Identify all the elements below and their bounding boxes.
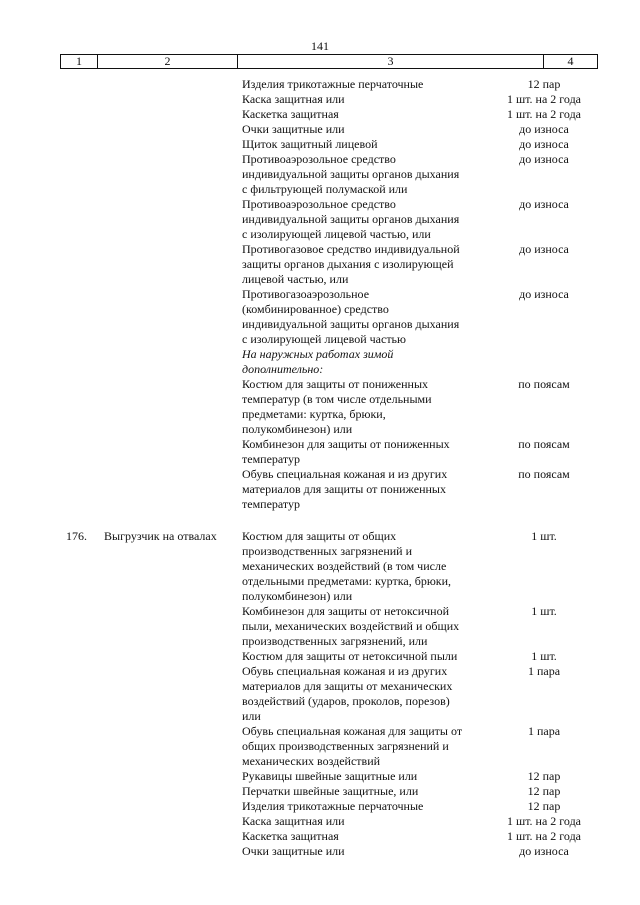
- item-text-line: Противоаэрозольное средство: [242, 152, 396, 166]
- item-text-line: полукомбинезон) или: [242, 589, 353, 603]
- item-text-line: производственных загрязнений и: [242, 544, 413, 558]
- item-norm: 1 шт.: [531, 649, 557, 663]
- item-text-line: или: [242, 709, 261, 723]
- item-text-line: полукомбинезон) или: [242, 422, 353, 436]
- item-text-line: Очки защитные или: [242, 844, 345, 858]
- item-norm: 1 пара: [527, 724, 561, 738]
- item-norm: до износа: [519, 137, 569, 151]
- item-text-line: общих производственных загрязнений и: [242, 739, 449, 753]
- item-text-line: Каскетка защитная: [242, 829, 339, 843]
- item-text-line: На наружных работах зимой: [242, 347, 394, 361]
- item-norm: до износа: [519, 844, 569, 858]
- item-norm: 12 пар: [527, 769, 561, 783]
- table-header: [60, 54, 598, 69]
- item-text-line: индивидуальной защиты органов дыхания: [242, 167, 460, 181]
- item-text-line: механических воздействий: [242, 754, 381, 768]
- item-text-line: с фильтрующей полумаской или: [242, 182, 408, 196]
- item-text-line: механических воздействий (в том числе: [242, 559, 447, 573]
- profession-name: Выгрузчик на отвалах: [104, 529, 217, 543]
- header-col-3: 3: [238, 55, 544, 68]
- item-text-line: дополнительно:: [242, 362, 324, 376]
- item-norm: 12 пар: [527, 799, 561, 813]
- item-text-line: Каска защитная или: [242, 92, 345, 106]
- item-norm: 1 шт.: [531, 529, 557, 543]
- item-text-line: пыли, механических воздействий и общих: [242, 619, 460, 633]
- item-text-line: Противоаэрозольное средство: [242, 197, 396, 211]
- item-text-line: воздействий (ударов, проколов, порезов): [242, 694, 450, 708]
- item-norm: до износа: [519, 287, 569, 301]
- item-text-line: Каскетка защитная: [242, 107, 339, 121]
- item-text-line: предметами: куртка, брюки,: [242, 407, 386, 421]
- item-norm: по поясам: [518, 377, 570, 391]
- item-text-line: Противогазовое средство индивидуальной: [242, 242, 460, 256]
- item-norm: до износа: [519, 152, 569, 166]
- item-text-line: Комбинезон для защиты от нетоксичной: [242, 604, 450, 618]
- item-text-line: (комбинированное) средство: [242, 302, 389, 316]
- item-text-line: защиты органов дыхания с изолирующей: [242, 257, 454, 271]
- item-text-line: Костюм для защиты от общих: [242, 529, 397, 543]
- item-text-line: Комбинезон для защиты от пониженных: [242, 437, 450, 451]
- item-text-line: производственных загрязнений, или: [242, 634, 428, 648]
- item-text-line: Очки защитные или: [242, 122, 345, 136]
- item-text-line: Обувь специальная кожаная и из других: [242, 664, 448, 678]
- item-text-line: Обувь специальная кожаная и из других: [242, 467, 448, 481]
- item-norm: до износа: [519, 242, 569, 256]
- page-number: 141: [311, 39, 329, 53]
- item-text-line: Рукавицы швейные защитные или: [242, 769, 418, 783]
- header-col-1: 1: [61, 55, 98, 68]
- item-text-line: Костюм для защиты от пониженных: [242, 377, 429, 391]
- item-text-line: индивидуальной защиты органов дыхания: [242, 212, 460, 226]
- item-norm: 1 пара: [527, 664, 561, 678]
- item-norm: 12 пар: [527, 77, 561, 91]
- item-text-line: с изолирующей лицевой частью, или: [242, 227, 431, 241]
- item-norm: до износа: [519, 197, 569, 211]
- item-norm: 1 шт. на 2 года: [506, 814, 582, 828]
- item-text-line: Каска защитная или: [242, 814, 345, 828]
- item-norm: 1 шт. на 2 года: [506, 92, 582, 106]
- item-text-line: температур (в том числе отдельными: [242, 392, 432, 406]
- item-text-line: отдельными предметами: куртка, брюки,: [242, 574, 452, 588]
- item-text-line: Изделия трикотажные перчаточные: [242, 799, 424, 813]
- item-text-line: Перчатки швейные защитные, или: [242, 784, 419, 798]
- item-norm: 1 шт. на 2 года: [506, 107, 582, 121]
- item-norm: по поясам: [518, 437, 570, 451]
- row-number: 176.: [66, 529, 87, 543]
- item-text-line: индивидуальной защиты органов дыхания: [242, 317, 460, 331]
- item-text-line: Щиток защитный лицевой: [242, 137, 378, 151]
- item-text-line: материалов для защиты от механических: [242, 679, 453, 693]
- item-norm: 1 шт.: [531, 604, 557, 618]
- header-col-2: 2: [98, 55, 238, 68]
- item-text-line: Костюм для защиты от нетоксичной пыли: [242, 649, 458, 663]
- item-text-line: Изделия трикотажные перчаточные: [242, 77, 424, 91]
- item-text-line: температур: [242, 452, 301, 466]
- item-norm: до износа: [519, 122, 569, 136]
- item-text-line: материалов для защиты от пониженных: [242, 482, 446, 496]
- item-text-line: лицевой частью, или: [242, 272, 349, 286]
- item-norm: 12 пар: [527, 784, 561, 798]
- item-norm: по поясам: [518, 467, 570, 481]
- item-text-line: температур: [242, 497, 301, 511]
- item-text-line: Противогазоаэрозольное: [242, 287, 370, 301]
- item-text-line: Обувь специальная кожаная для защиты от: [242, 724, 463, 738]
- item-text-line: с изолирующей лицевой частью: [242, 332, 406, 346]
- item-norm: 1 шт. на 2 года: [506, 829, 582, 843]
- header-col-4: 4: [567, 54, 574, 68]
